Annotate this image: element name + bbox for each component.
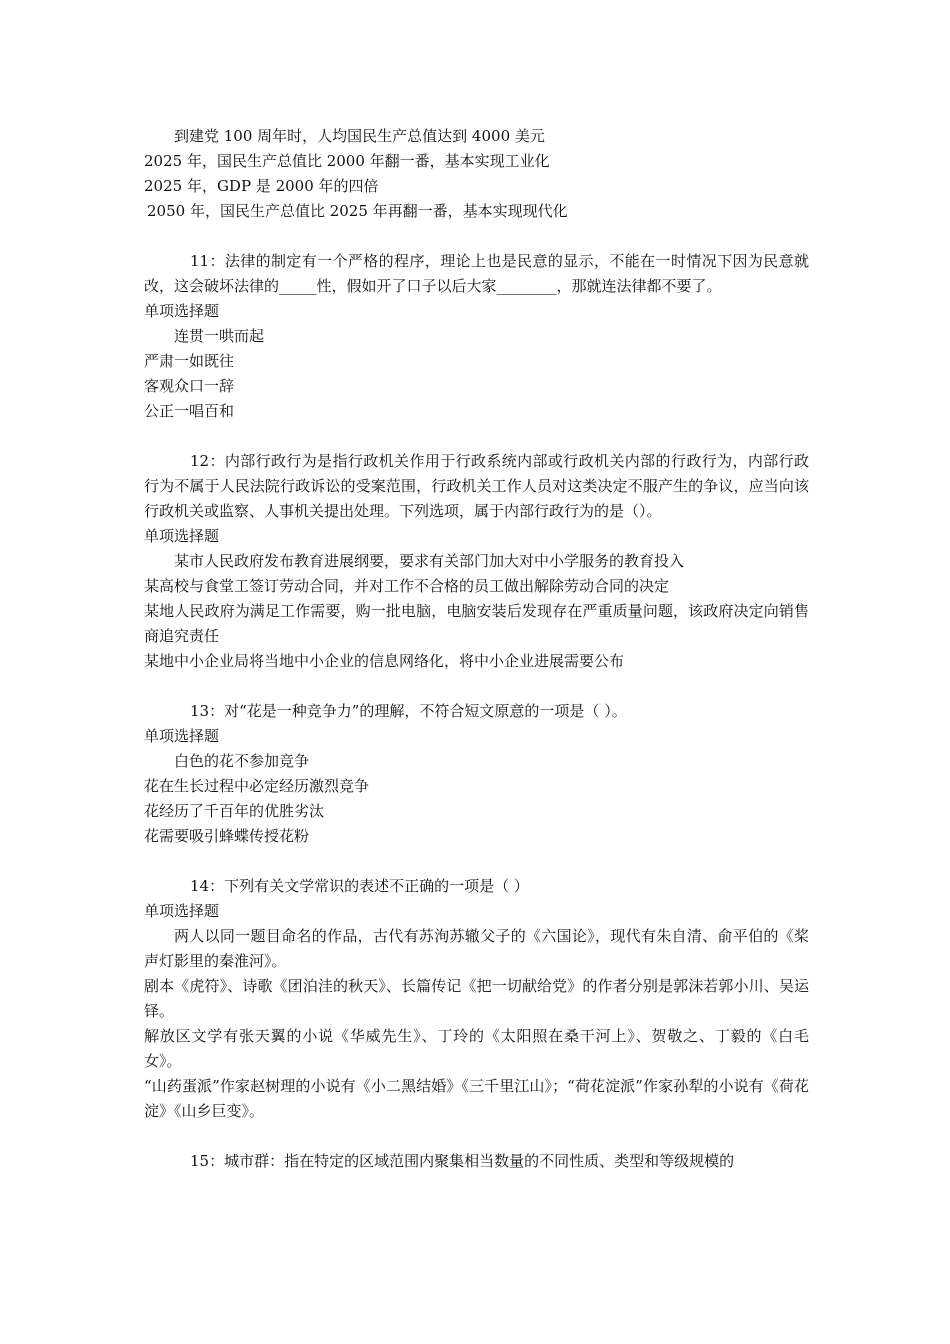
intro-line-3: 2025 年，GDP 是 2000 年的四倍 bbox=[144, 177, 379, 195]
question-14-type: 单项选择题 bbox=[144, 902, 220, 920]
question-15-stem: 15：城市群：指在特定的区域范围内聚集相当数量的不同性质、类型和等级规模的 bbox=[190, 1152, 735, 1170]
question-13-option-a: 白色的花不参加竞争 bbox=[174, 752, 310, 770]
question-14-option-a: 两人以同一题目命名的作品，古代有苏洵苏辙父子的《六国论》，现代有朱自清、俞平伯的《桨声灯影里的秦淮河》。 bbox=[144, 927, 809, 970]
intro-line-2: 2025 年，国民生产总值比 2000 年翻一番，基本实现工业化 bbox=[144, 152, 550, 170]
question-11-option-c: 客观众口一辞 bbox=[144, 377, 235, 395]
question-14-option-c: 解放区文学有张天翼的小说《华威先生》、丁玲的《太阳照在桑干河上》、贺敬之、丁毅的《白毛女》。 bbox=[144, 1027, 809, 1070]
intro-line-4: 2050 年，国民生产总值比 2025 年再翻一番，基本实现现代化 bbox=[147, 202, 568, 220]
question-11-option-a: 连贯一哄而起 bbox=[174, 327, 265, 345]
question-11-option-b: 严肃一如既往 bbox=[144, 352, 235, 370]
question-12-option-b: 某高校与食堂工签订劳动合同，并对工作不合格的员工做出解除劳动合同的决定 bbox=[144, 577, 670, 595]
question-13-option-c: 花经历了千百年的优胜劣汰 bbox=[144, 802, 325, 820]
intro-line-1: 到建党 100 周年时，人均国民生产总值达到 4000 美元 bbox=[174, 127, 545, 145]
question-13-type: 单项选择题 bbox=[144, 727, 220, 745]
question-14-option-b: 剧本《虎符》、诗歌《团泊洼的秋天》、长篇传记《把一切献给党》的作者分别是郭沫若郭小川、吴运铎。 bbox=[144, 977, 809, 1020]
question-13-option-d: 花需要吸引蜂蝶传授花粉 bbox=[144, 827, 310, 845]
question-12-stem: 12：内部行政行为是指行政机关作用于行政系统内部或行政机关内部的行政行为，内部行政行为不属于人民法院行政诉讼的受案范围，行政机关工作人员对这类决定不服产生的争议，应当向该行政机关或监察、人事机关提出处理。下列选项，属于内部行政行为的是（）。 bbox=[144, 452, 809, 520]
question-14-stem: 14：下列有关文学常识的表述不正确的一项是（ ） bbox=[190, 877, 529, 895]
question-12-type: 单项选择题 bbox=[144, 527, 220, 545]
question-14-option-d: “山药蛋派”作家赵树理的小说有《小二黑结婚》《三千里江山》；“荷花淀派”作家孙犁的小说有《荷花淀》《山乡巨变》。 bbox=[144, 1077, 809, 1120]
question-12-option-a: 某市人民政府发布教育进展纲要，要求有关部门加大对中小学服务的教育投入 bbox=[174, 552, 685, 570]
question-12-option-d: 某地中小企业局将当地中小企业的信息网络化，将中小企业进展需要公布 bbox=[144, 652, 625, 670]
document-body bbox=[144, 124, 809, 1174]
question-11-option-d: 公正一唱百和 bbox=[144, 402, 235, 420]
question-13-stem: 13：对“花是一种竞争力”的理解，不符合短文原意的一项是（ ）。 bbox=[190, 702, 627, 720]
question-13-option-b: 花在生长过程中必定经历激烈竞争 bbox=[144, 777, 370, 795]
question-12-option-c: 某地人民政府为满足工作需要，购一批电脑，电脑安装后发现存在严重质量问题，该政府决定向销售商追究责任 bbox=[144, 602, 809, 645]
question-11-stem: 11：法律的制定有一个严格的程序，理论上也是民意的显示，不能在一时情况下因为民意就改，这会破坏法律的_____性，假如开了口子以后大家________，那就连法律都不要了。 bbox=[144, 252, 809, 295]
question-11-type: 单项选择题 bbox=[144, 302, 220, 320]
